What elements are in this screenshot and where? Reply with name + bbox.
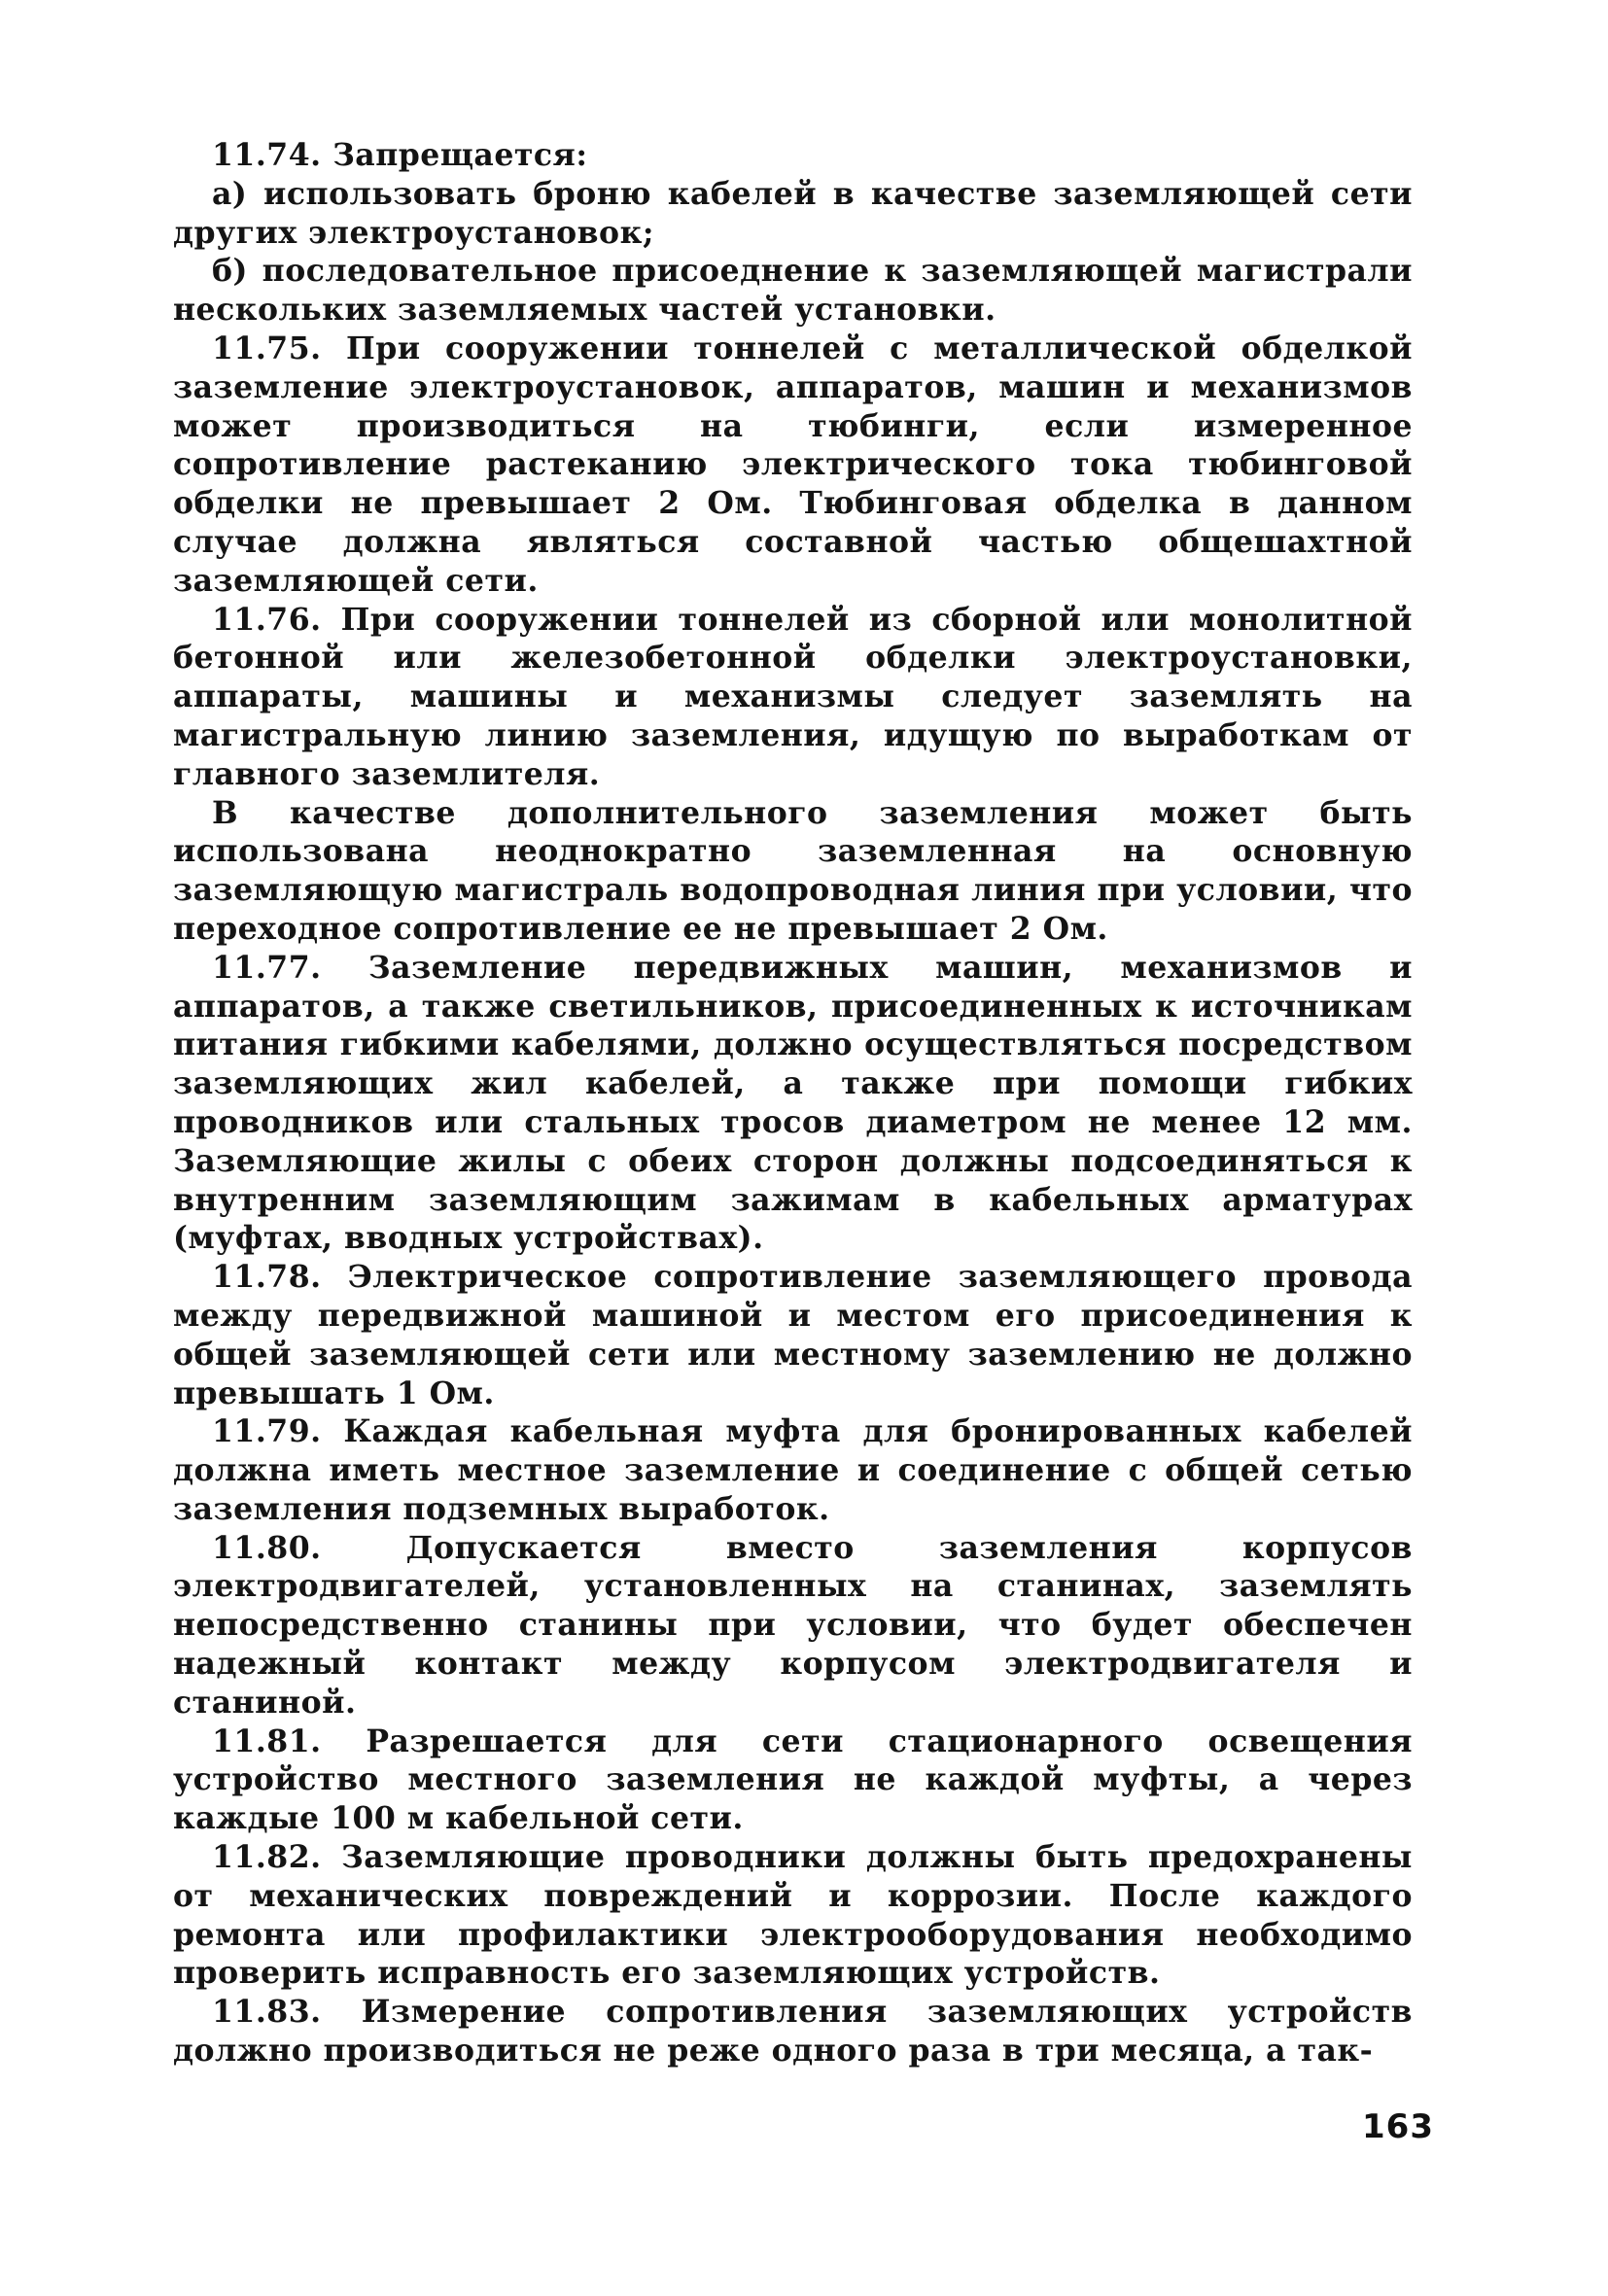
paragraph-11-83: 11.83. Измерение сопротивления заземляющих устройств должно производиться не реже одного раза в три месяца, а так- [173,1994,1413,2070]
paragraph-11-76: 11.76. При сооружении тоннелей из сборной или монолитной бетонной или железобетонной обделки электроустановки, аппараты, машины и механизмы следует заземлять на магистральную линию заземления, идущую по выработкам от главного заземлителя. [173,601,1413,792]
paragraph-11-80: 11.80. Допускается вместо заземления корпусов электродвигателей, установленных на станинах, заземлять непосредственно станины при условии, что будет обеспечен надежный контакт между корпусом электродвигателя и станиной. [173,1529,1413,1721]
paragraph-11-77: 11.77. Заземление передвижных машин, механизмов и аппаратов, а также светильников, присоединенных к источникам питания гибкими кабелями, должно осуществляться посредством заземляющих жил кабелей, а также при помощи гибких проводников или стальных тросов диаметром не менее 12 мм. Заземляющие жилы с обеих сторон должны подсоединяться к внутренним заземляющим зажимам в кабельных арматурах (муфтах, вводных устройствах). [173,949,1413,1257]
list-item-a: а) использовать броню кабелей в качестве заземляющей сети других электроустановок; [173,175,1413,251]
page-number: 163 [1362,2107,1434,2146]
paragraph-11-78: 11.78. Электрическое сопротивление заземляющего провода между передвижной машиной и местом его присоединения к общей заземляющей сети или местному заземлению не должно превышать 1 Ом. [173,1259,1413,1411]
paragraph-11-74: 11.74. Запрещается: [212,137,588,173]
list-item-b: б) последовательное присоеднение к заземляющей магистрали нескольких заземляемых частей установки. [173,253,1413,329]
paragraph-11-81: 11.81. Разрешается для сети стационарного освещения устройство местного заземления не каждой муфты, а через каждые 100 м кабельной сети. [173,1722,1413,1837]
paragraph-11-79: 11.79. Каждая кабельная муфта для бронированных кабелей должна иметь местное заземление и соединение с общей сетью заземления подземных выработок. [173,1413,1413,1527]
paragraph-additional-grounding: В качестве дополнительного заземления может быть использована неоднократно заземленная на основную заземляющую магистраль водопроводная линия при условии, что переходное сопротивление ее не превышает 2 Ом. [173,794,1413,947]
paragraph-11-75: 11.75. При сооружении тоннелей с металлической обделкой заземление электроустановок, аппаратов, машин и механизмов может производиться на тюбинги, если измеренное сопротивление растеканию электрического тока тюбинговой обделки не превышает 2 Ом. Тюбинговая обделка в данном случае должна являться составной частью общешахтной заземляющей сети. [173,330,1413,599]
paragraph-11-82: 11.82. Заземляющие проводники должны быть предохранены от механических повреждений и коррозии. После каждого ремонта или профилактики электрооборудования необходимо проверить исправность его заземляющих устройств. [173,1839,1413,1992]
body-text [173,136,1413,2070]
